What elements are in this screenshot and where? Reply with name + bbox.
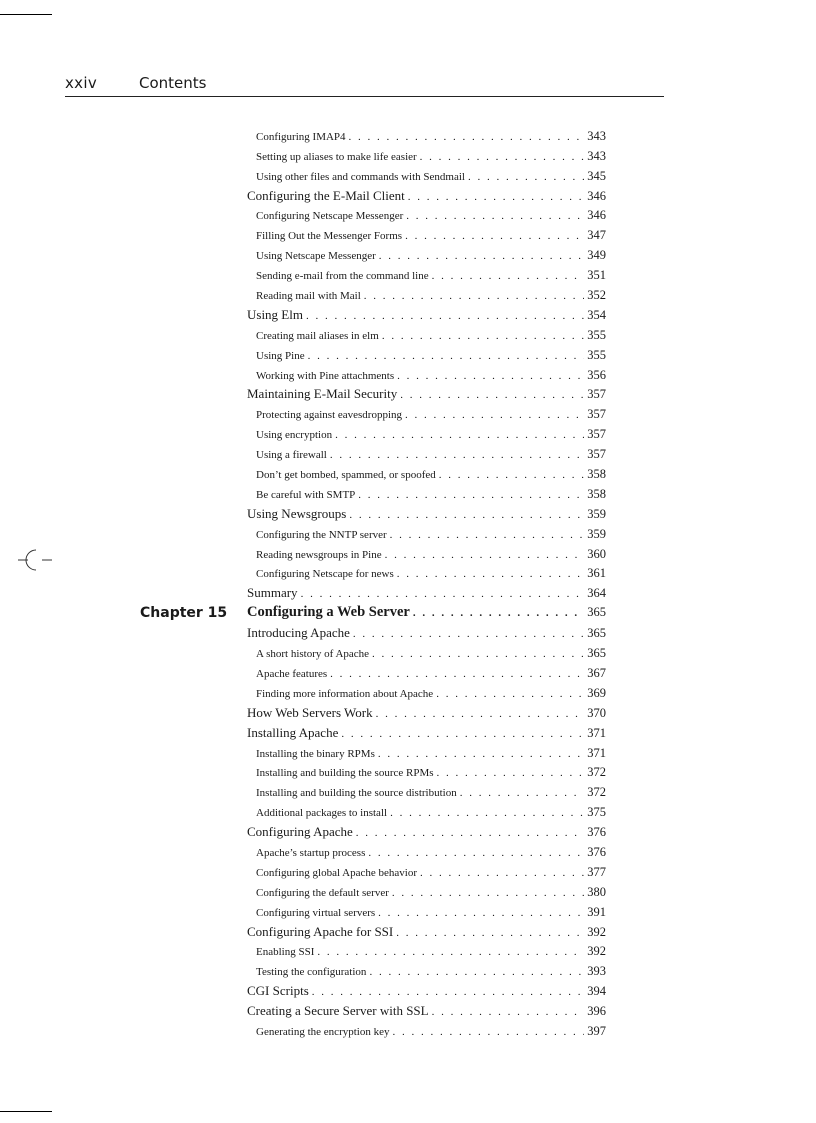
dot-leader bbox=[301, 588, 585, 600]
running-header bbox=[65, 74, 664, 97]
dot-leader bbox=[468, 171, 584, 183]
toc-row bbox=[0, 723, 816, 743]
toc-row bbox=[0, 583, 816, 603]
dot-leader bbox=[460, 787, 585, 799]
dot-leader bbox=[420, 151, 585, 163]
toc-row bbox=[0, 206, 816, 226]
toc-entry-title: Testing the configuration bbox=[256, 966, 367, 979]
toc-page-number: 360 bbox=[587, 546, 606, 561]
toc-entry-title: A short history of Apache bbox=[256, 648, 370, 661]
toc-row bbox=[0, 385, 816, 405]
toc-entry[interactable] bbox=[256, 527, 606, 542]
chapter-label: Chapter 15 bbox=[140, 605, 228, 622]
toc-row bbox=[0, 862, 816, 882]
toc-entry[interactable] bbox=[247, 725, 606, 741]
dot-leader bbox=[406, 210, 584, 222]
toc-entry[interactable] bbox=[247, 983, 606, 999]
toc-row bbox=[0, 643, 816, 663]
toc-entry[interactable] bbox=[256, 845, 606, 860]
toc-entry[interactable] bbox=[247, 604, 606, 621]
toc-row bbox=[0, 345, 816, 365]
dot-leader bbox=[392, 887, 584, 899]
dot-leader bbox=[420, 867, 584, 879]
toc-entry-title: Using Elm bbox=[247, 306, 303, 322]
dot-leader bbox=[390, 807, 584, 819]
running-title: Contents bbox=[139, 74, 207, 92]
toc-entry[interactable] bbox=[256, 885, 606, 900]
toc-entry-title: Apache’s startup process bbox=[256, 846, 366, 859]
toc-page-number: 380 bbox=[587, 884, 606, 899]
toc-entry-title: Reading mail with Mail bbox=[256, 290, 361, 303]
toc-row bbox=[0, 404, 816, 424]
toc-entry-title: Configuring virtual servers bbox=[256, 906, 376, 919]
dot-leader bbox=[349, 509, 584, 521]
toc-row bbox=[0, 285, 816, 305]
toc-entry-title: Configuring Apache bbox=[247, 824, 353, 840]
toc-entry[interactable] bbox=[247, 506, 606, 522]
toc-entry[interactable] bbox=[256, 686, 606, 701]
toc-entry-title: Installing the binary RPMs bbox=[256, 747, 375, 760]
dot-leader bbox=[405, 409, 584, 421]
toc-entry-title: Maintaining E-Mail Security bbox=[247, 386, 398, 402]
toc-entry[interactable] bbox=[256, 328, 606, 343]
toc-row bbox=[0, 902, 816, 922]
toc-entry[interactable] bbox=[247, 625, 606, 641]
dot-leader bbox=[408, 191, 584, 203]
toc-row bbox=[0, 564, 816, 584]
toc-page-number: 357 bbox=[587, 387, 606, 402]
toc-entry-title: Enabling SSI bbox=[256, 946, 315, 959]
dot-leader bbox=[432, 1006, 585, 1018]
toc-entry[interactable] bbox=[256, 447, 606, 462]
toc-entry-title: Using Pine bbox=[256, 349, 305, 362]
toc-row bbox=[0, 444, 816, 464]
toc-entry[interactable] bbox=[256, 248, 606, 263]
dot-leader bbox=[397, 370, 584, 382]
toc-page-number: 393 bbox=[587, 964, 606, 979]
toc-entry[interactable] bbox=[256, 169, 606, 184]
toc-entry[interactable] bbox=[256, 765, 606, 780]
toc-entry[interactable] bbox=[256, 407, 606, 422]
dot-leader bbox=[369, 966, 584, 978]
toc-entry-title: Configuring Netscape Messenger bbox=[256, 210, 404, 223]
toc-entry-title: Using other files and commands with Sendmail bbox=[256, 170, 465, 183]
toc-entry-title: Working with Pine attachments bbox=[256, 369, 395, 382]
toc-entry[interactable] bbox=[256, 805, 606, 820]
toc-row bbox=[0, 146, 816, 166]
toc-entry-title: Generating the encryption key bbox=[256, 1025, 390, 1038]
toc-page-number: 371 bbox=[587, 745, 606, 760]
toc-page-number: 397 bbox=[587, 1023, 606, 1038]
toc-entry-title: Introducing Apache bbox=[247, 625, 350, 641]
dot-leader bbox=[364, 290, 584, 302]
dot-leader bbox=[390, 529, 585, 541]
dot-leader bbox=[385, 549, 585, 561]
toc-page-number: 358 bbox=[587, 467, 606, 482]
toc-page-number: 364 bbox=[587, 586, 606, 601]
toc-entry-title: Installing and building the source RPMs bbox=[256, 767, 434, 780]
toc-page-number: 346 bbox=[587, 208, 606, 223]
toc-entry[interactable] bbox=[256, 646, 606, 661]
toc-entry[interactable] bbox=[256, 368, 606, 383]
toc-page-number: 358 bbox=[587, 486, 606, 501]
toc-entry-title: Configuring Netscape for news bbox=[256, 568, 394, 581]
dot-leader bbox=[358, 489, 584, 501]
dot-leader bbox=[356, 827, 584, 839]
dot-leader bbox=[376, 708, 585, 720]
toc-entry-title: Summary bbox=[247, 585, 298, 601]
toc-entry[interactable] bbox=[247, 924, 606, 940]
dot-leader bbox=[439, 469, 585, 481]
toc-row bbox=[0, 683, 816, 703]
toc-entry[interactable] bbox=[256, 944, 606, 959]
toc-entry[interactable] bbox=[247, 386, 606, 402]
toc-page-number: 371 bbox=[587, 725, 606, 740]
toc-row bbox=[0, 504, 816, 524]
toc-page-number: 369 bbox=[587, 685, 606, 700]
toc-row bbox=[0, 464, 816, 484]
toc-entry[interactable] bbox=[247, 705, 606, 721]
toc-entry-title: Protecting against eavesdropping bbox=[256, 409, 403, 422]
toc-row bbox=[0, 623, 816, 643]
toc-row bbox=[0, 763, 816, 783]
dot-leader bbox=[378, 907, 584, 919]
page-number: xxiv bbox=[65, 74, 97, 92]
toc-page-number: 392 bbox=[587, 924, 606, 939]
crop-mark-top bbox=[0, 14, 52, 15]
toc-entry-title: Sending e-mail from the command line bbox=[256, 270, 429, 283]
dot-leader bbox=[353, 628, 584, 640]
toc-page-number: 352 bbox=[587, 288, 606, 303]
toc-entry[interactable] bbox=[247, 307, 606, 323]
dot-leader bbox=[432, 270, 585, 282]
toc-row bbox=[0, 782, 816, 802]
table-of-contents bbox=[0, 126, 816, 1041]
toc-row bbox=[0, 882, 816, 902]
toc-page-number: 370 bbox=[587, 705, 606, 720]
toc-entry-title: Setting up aliases to make life easier bbox=[256, 150, 417, 163]
toc-entry[interactable] bbox=[256, 228, 606, 243]
toc-entry[interactable] bbox=[256, 566, 606, 581]
toc-entry[interactable] bbox=[256, 865, 606, 880]
toc-page-number: 367 bbox=[587, 665, 606, 680]
toc-entry-title: Reading newsgroups in Pine bbox=[256, 548, 382, 561]
toc-page-number: 359 bbox=[587, 506, 606, 521]
toc-entry[interactable] bbox=[256, 268, 606, 283]
toc-entry-title: Configuring the E-Mail Client bbox=[247, 187, 405, 203]
toc-page-number: 365 bbox=[587, 646, 606, 661]
toc-entry-title: Installing Apache bbox=[247, 724, 339, 740]
toc-page-number: 343 bbox=[587, 128, 606, 143]
toc-entry[interactable] bbox=[256, 746, 606, 761]
toc-entry[interactable] bbox=[256, 1024, 606, 1039]
toc-page-number: 392 bbox=[587, 944, 606, 959]
toc-row bbox=[0, 942, 816, 962]
toc-entry-title: Using Newsgroups bbox=[247, 505, 347, 521]
toc-entry[interactable] bbox=[256, 666, 606, 681]
toc-entry-title: Be careful with SMTP bbox=[256, 488, 356, 501]
toc-entry[interactable] bbox=[256, 348, 606, 363]
toc-entry-title: Creating mail aliases in elm bbox=[256, 329, 379, 342]
dot-leader bbox=[382, 330, 584, 342]
toc-page-number: 355 bbox=[587, 347, 606, 362]
toc-entry-title: Finding more information about Apache bbox=[256, 687, 434, 700]
toc-entry-title: How Web Servers Work bbox=[247, 704, 373, 720]
toc-entry-title: Creating a Secure Server with SSL bbox=[247, 1003, 429, 1019]
toc-entry[interactable] bbox=[247, 188, 606, 204]
dot-leader bbox=[341, 728, 584, 740]
toc-row bbox=[0, 544, 816, 564]
toc-entry[interactable] bbox=[247, 824, 606, 840]
toc-entry[interactable] bbox=[256, 964, 606, 979]
toc-entry[interactable] bbox=[256, 785, 606, 800]
dot-leader bbox=[312, 986, 585, 998]
toc-page-number: 372 bbox=[587, 765, 606, 780]
toc-row bbox=[0, 663, 816, 683]
toc-entry-title: Using a firewall bbox=[256, 449, 327, 462]
dot-leader bbox=[317, 946, 584, 958]
dot-leader bbox=[405, 230, 584, 242]
toc-page-number: 365 bbox=[587, 605, 606, 620]
toc-row bbox=[0, 703, 816, 723]
toc-row bbox=[0, 126, 816, 146]
toc-entry-title: Using Netscape Messenger bbox=[256, 250, 376, 263]
toc-row bbox=[0, 424, 816, 444]
toc-row bbox=[0, 524, 816, 544]
toc-page-number: 357 bbox=[587, 407, 606, 422]
toc-page-number: 357 bbox=[587, 447, 606, 462]
toc-entry[interactable] bbox=[247, 1003, 606, 1019]
dot-leader bbox=[437, 767, 585, 779]
toc-row bbox=[0, 325, 816, 345]
toc-entry-title: Configuring Apache for SSI bbox=[247, 923, 394, 939]
toc-page-number: 375 bbox=[587, 805, 606, 820]
toc-page-number: 359 bbox=[587, 526, 606, 541]
toc-page-number: 391 bbox=[587, 904, 606, 919]
toc-entry-title: Configuring the NNTP server bbox=[256, 528, 387, 541]
toc-entry[interactable] bbox=[256, 129, 606, 144]
toc-row bbox=[0, 922, 816, 942]
toc-entry[interactable] bbox=[256, 208, 606, 223]
toc-entry-title: Installing and building the source distribution bbox=[256, 787, 457, 800]
toc-entry[interactable] bbox=[247, 585, 606, 601]
dot-leader bbox=[330, 668, 584, 680]
toc-row bbox=[0, 166, 816, 186]
toc-entry-title: Using encryption bbox=[256, 429, 333, 442]
toc-entry-title: Additional packages to install bbox=[256, 807, 388, 820]
toc-row bbox=[0, 245, 816, 265]
toc-row bbox=[0, 961, 816, 981]
dot-leader bbox=[349, 131, 585, 143]
dot-leader bbox=[368, 847, 584, 859]
toc-page-number: 351 bbox=[587, 268, 606, 283]
toc-page-number: 394 bbox=[587, 984, 606, 999]
toc-entry-title: Don’t get bombed, spammed, or spoofed bbox=[256, 469, 436, 482]
dot-leader bbox=[436, 688, 584, 700]
toc-row bbox=[0, 265, 816, 285]
toc-page-number: 377 bbox=[587, 864, 606, 879]
dot-leader bbox=[372, 648, 584, 660]
toc-row bbox=[0, 842, 816, 862]
toc-page-number: 349 bbox=[587, 248, 606, 263]
toc-entry[interactable] bbox=[256, 905, 606, 920]
toc-entry-title: Configuring the default server bbox=[256, 886, 389, 899]
toc-row bbox=[0, 1001, 816, 1021]
toc-entry[interactable] bbox=[256, 427, 606, 442]
toc-row bbox=[0, 743, 816, 763]
toc-entry-title: Configuring IMAP4 bbox=[256, 130, 346, 143]
toc-page-number: 376 bbox=[587, 825, 606, 840]
toc-page-number: 376 bbox=[587, 844, 606, 859]
toc-page-number: 347 bbox=[587, 228, 606, 243]
dot-leader bbox=[397, 568, 584, 580]
toc-row bbox=[0, 802, 816, 822]
toc-page-number: 354 bbox=[587, 307, 606, 322]
dot-leader bbox=[379, 250, 585, 262]
toc-page-number: 356 bbox=[587, 367, 606, 382]
dot-leader bbox=[306, 310, 584, 322]
toc-row bbox=[0, 305, 816, 325]
toc-page-number: 357 bbox=[587, 427, 606, 442]
dot-leader bbox=[308, 350, 585, 362]
toc-entry[interactable] bbox=[256, 149, 606, 164]
toc-entry[interactable] bbox=[256, 487, 606, 502]
toc-entry[interactable] bbox=[256, 467, 606, 482]
toc-entry[interactable] bbox=[256, 288, 606, 303]
toc-row bbox=[0, 186, 816, 206]
toc-page-number: 355 bbox=[587, 327, 606, 342]
toc-entry-title: Configuring a Web Server bbox=[247, 604, 410, 621]
toc-entry-title: CGI Scripts bbox=[247, 983, 309, 999]
toc-chapter-row bbox=[0, 603, 816, 623]
toc-page-number: 346 bbox=[587, 188, 606, 203]
toc-row bbox=[0, 822, 816, 842]
toc-entry-title: Configuring global Apache behavior bbox=[256, 866, 417, 879]
dot-leader bbox=[378, 748, 584, 760]
toc-page-number: 345 bbox=[587, 168, 606, 183]
toc-page-number: 361 bbox=[587, 566, 606, 581]
dot-leader bbox=[396, 927, 584, 939]
toc-page-number: 365 bbox=[587, 626, 606, 641]
toc-entry[interactable] bbox=[256, 547, 606, 562]
dot-leader bbox=[392, 1026, 584, 1038]
toc-row bbox=[0, 1021, 816, 1041]
toc-page-number: 343 bbox=[587, 148, 606, 163]
toc-page-number: 396 bbox=[587, 1004, 606, 1019]
dot-leader bbox=[335, 429, 584, 441]
toc-row bbox=[0, 225, 816, 245]
crop-mark-bottom bbox=[0, 1111, 52, 1112]
toc-entry-title: Apache features bbox=[256, 667, 328, 680]
dot-leader bbox=[400, 389, 584, 401]
toc-row bbox=[0, 484, 816, 504]
dot-leader bbox=[330, 449, 584, 461]
toc-row bbox=[0, 365, 816, 385]
toc-page-number: 372 bbox=[587, 785, 606, 800]
toc-entry-title: Filling Out the Messenger Forms bbox=[256, 230, 403, 243]
toc-row bbox=[0, 981, 816, 1001]
dot-leader bbox=[413, 607, 584, 619]
